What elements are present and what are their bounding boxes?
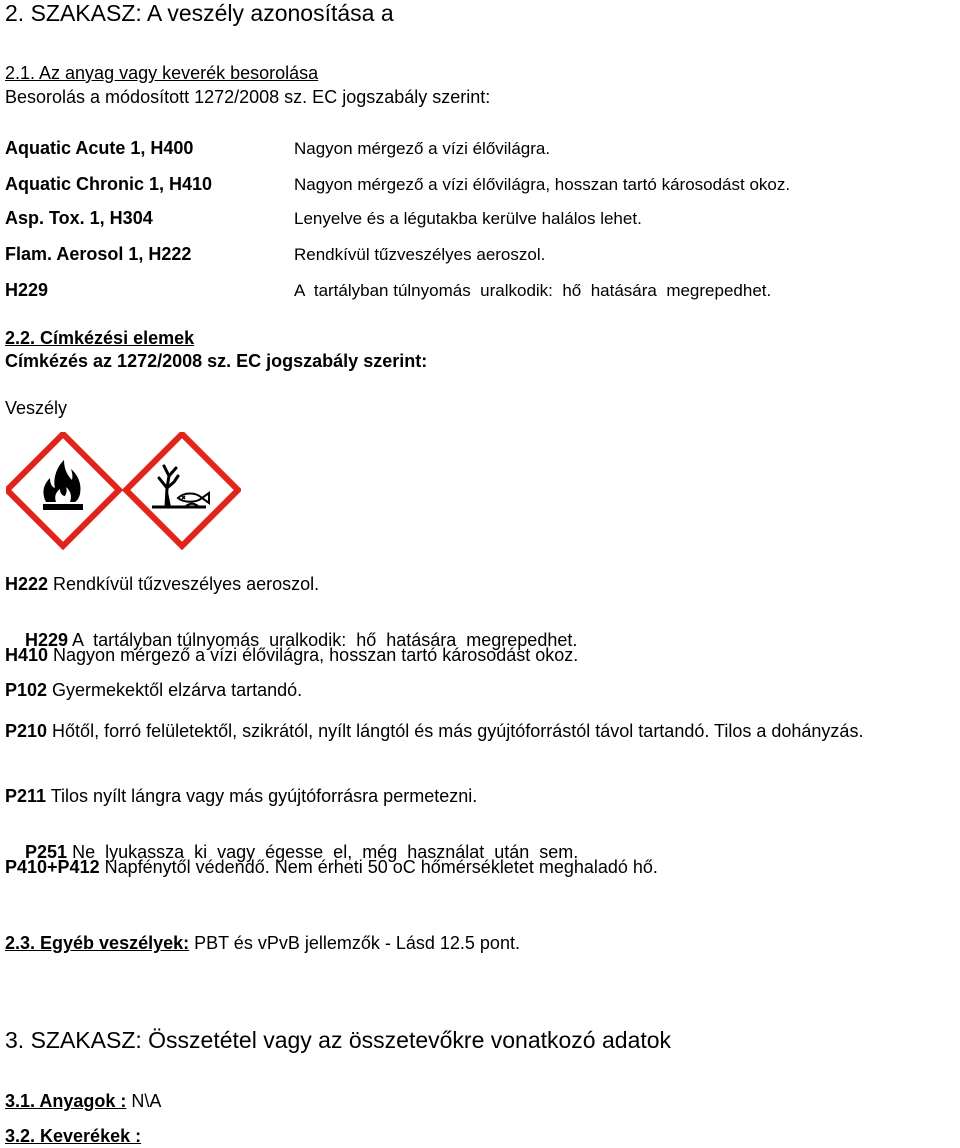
classification-code: H229 bbox=[5, 280, 49, 300]
classification-code: Aquatic Acute 1, H400 bbox=[5, 138, 194, 158]
section-3-title: 3. SZAKASZ: Összetétel vagy az összetevőkre vonatkozó adatok bbox=[5, 1027, 672, 1053]
statement-code: P211 bbox=[5, 786, 47, 806]
sds-page bbox=[5, 0, 957, 1148]
subsection-3-2-label: 3.2. Keverékek : bbox=[5, 1126, 142, 1146]
classification-code: Flam. Aerosol 1, H222 bbox=[5, 244, 192, 264]
classification-code: Asp. Tox. 1, H304 bbox=[5, 208, 153, 228]
statement-code: H222 bbox=[5, 574, 49, 594]
statement-text: Tilos nyílt lángra vagy más gyújtóforrásra permetezni. bbox=[46, 786, 478, 806]
classification-description: Nagyon mérgező a vízi élővilágra, hosszan tartó károsodást okoz. bbox=[294, 175, 791, 194]
precautionary-statement-p210 bbox=[5, 714, 959, 749]
statement-text: Nagyon mérgező a vízi élővilágra, hosszan tartó károsodást okoz. bbox=[48, 645, 579, 665]
statement-code: P410+P412 bbox=[5, 857, 100, 877]
subsection-3-1-text: N\A bbox=[126, 1091, 162, 1111]
subsection-2-3-text: PBT és vPvB jellemzők - Lásd 12.5 pont. bbox=[189, 933, 520, 953]
statement-text: A tartályban túlnyomás uralkodik: hő hatására megrepedhet. bbox=[68, 630, 578, 650]
signal-word: Veszély bbox=[5, 398, 68, 418]
subsection-2-2-heading: 2.2. Címkézési elemek bbox=[5, 328, 195, 348]
subsection-2-3 bbox=[5, 933, 520, 954]
hazard-statement-h222 bbox=[5, 574, 319, 595]
subsection-2-1-heading: 2.1. Az anyag vagy keverék besorolása bbox=[5, 63, 319, 83]
ghs-pictograms bbox=[6, 432, 241, 550]
classification-description: Lenyelve és a légutakba kerülve halálos lehet. bbox=[294, 209, 642, 228]
flame-pictogram-icon bbox=[7, 434, 119, 546]
precautionary-statement-p211 bbox=[5, 786, 477, 807]
statement-text: Napfénytől védendő. Nem érheti 50 oC hőmérsékletet meghaladó hő. bbox=[99, 857, 658, 877]
section-2-title: 2. SZAKASZ: A veszély azonosítása a bbox=[5, 0, 394, 26]
subsection-3-1 bbox=[5, 1091, 161, 1112]
subsection-3-1-label: 3.1. Anyagok : bbox=[5, 1091, 127, 1111]
pictogram-row bbox=[6, 432, 241, 550]
subsection-2-3-label: 2.3. Egyéb veszélyek: bbox=[5, 933, 190, 953]
statement-code: P210 bbox=[5, 721, 48, 741]
statement-code: P102 bbox=[5, 680, 48, 700]
statement-text: Gyermekektől elzárva tartandó. bbox=[47, 680, 303, 700]
statement-code: H410 bbox=[5, 645, 49, 665]
precautionary-statement-p410-p412 bbox=[5, 857, 658, 878]
precautionary-statement-p102 bbox=[5, 680, 302, 701]
statement-text: Rendkívül tűzveszélyes aeroszol. bbox=[48, 574, 320, 594]
statement-text: Hőtől, forró felületektől, szikrától, nyílt lángtól és más gyújtóforrástól távol tartandó. Tilos a dohányzás. bbox=[47, 721, 864, 741]
subsection-2-2-subheading: Címkézés az 1272/2008 sz. EC jogszabály szerint: bbox=[5, 351, 428, 371]
statement-text: Ne lyukassza ki vagy égesse el, még használat után sem. bbox=[67, 842, 579, 862]
classification-description: Nagyon mérgező a vízi élővilágra. bbox=[294, 139, 551, 158]
subsection-2-1-subheading: Besorolás a módosított 1272/2008 sz. EC jogszabály szerint: bbox=[5, 87, 491, 107]
hazard-statement-h410 bbox=[5, 645, 578, 666]
environment-pictogram-icon bbox=[126, 434, 238, 546]
classification-description: A tartályban túlnyomás uralkodik: hő hatására megrepedhet. bbox=[294, 281, 772, 300]
classification-code: Aquatic Chronic 1, H410 bbox=[5, 174, 213, 194]
statement-code: P251 bbox=[25, 842, 68, 862]
classification-description: Rendkívül tűzveszélyes aeroszol. bbox=[294, 245, 546, 264]
statement-code: H229 bbox=[25, 630, 69, 650]
